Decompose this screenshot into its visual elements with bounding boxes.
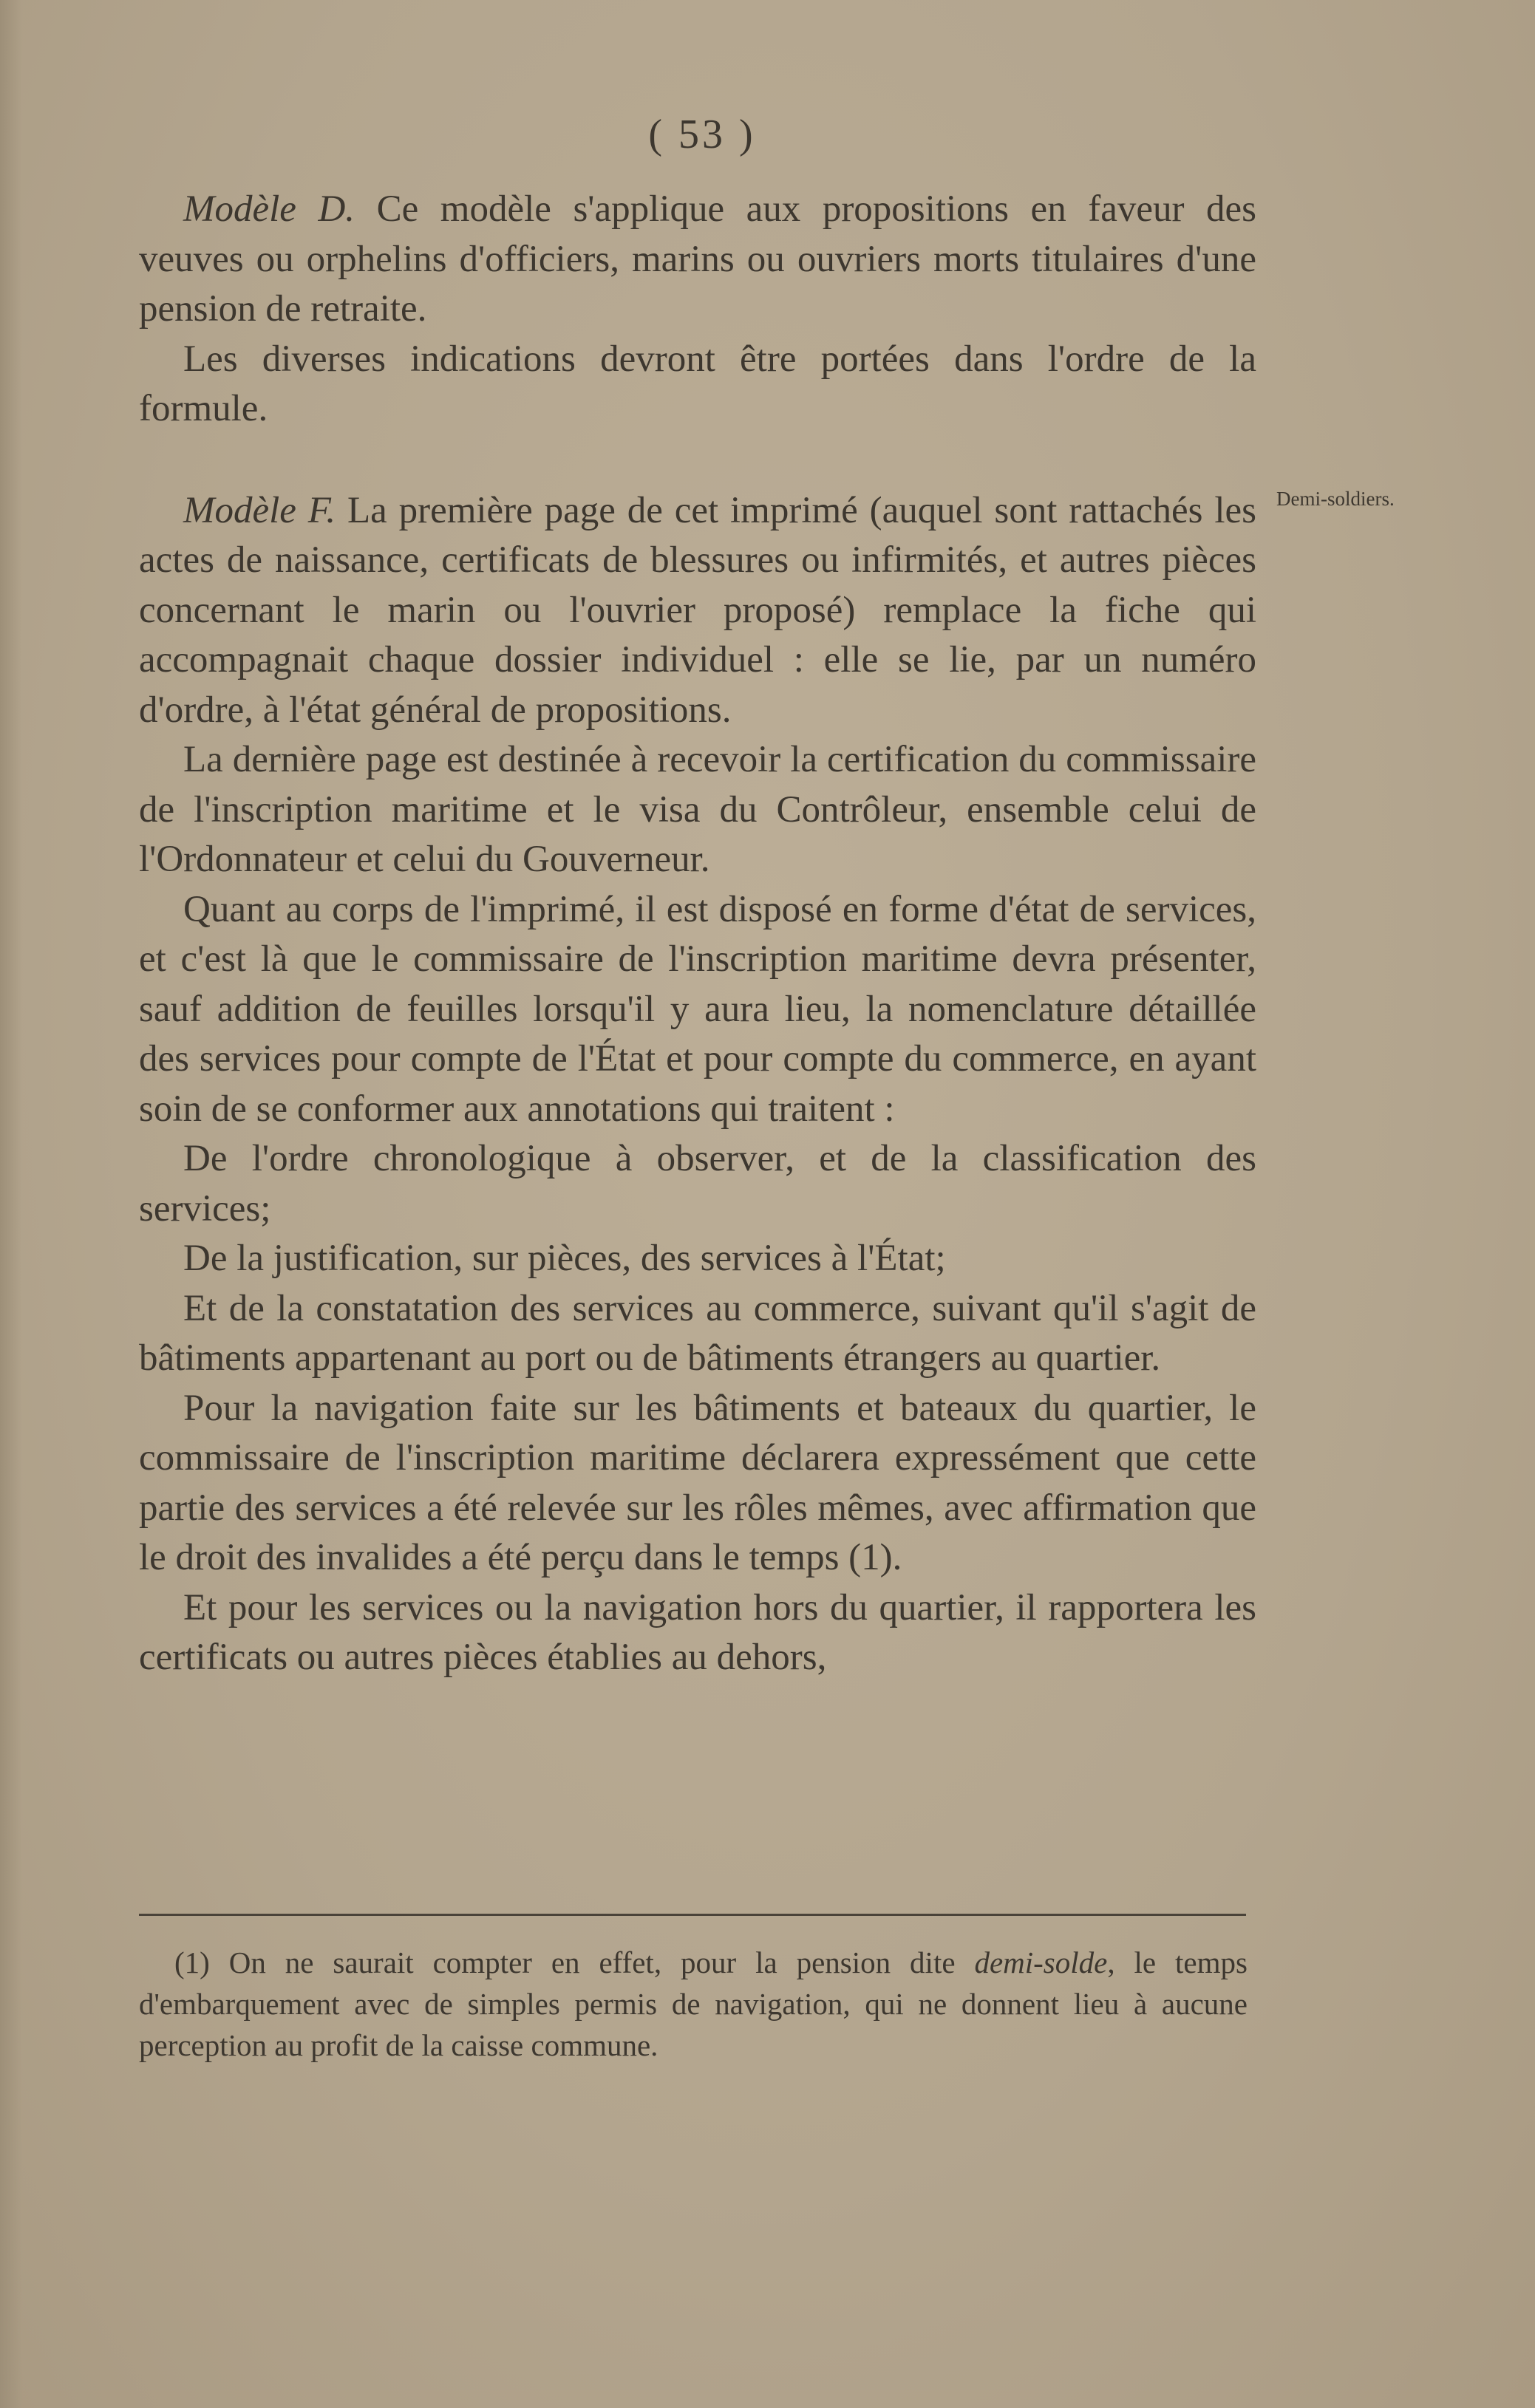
paragraph [139, 335, 1256, 434]
footnote-after: , le temps d'embarquement avec de simples permis de navigation, qui ne donnent lieu à aucune perception au profit de la caisse commune. [139, 1945, 1248, 2062]
paragraph [139, 1583, 1256, 1683]
paragraph-text: Quant au corps de l'imprimé, il est disposé en forme d'état de services, et c'est là que le commissaire de l'inscription maritime devra présenter, sauf addition de feuilles lorsqu'il y aura lieu, la nomenclature détaillée des services pour compte de l'État et pour compte du commerce, en ayant soin de se conformer aux annotations qui traitent : [139, 888, 1256, 1130]
page-edge-shadow [0, 0, 22, 2408]
paragraph [139, 1384, 1256, 1583]
footnote-text [139, 1942, 1248, 2066]
paragraph [139, 1284, 1256, 1384]
paragraph-text: De l'ordre chronologique à observer, et de la classification des services; [139, 1138, 1256, 1229]
paragraph-text: La dernière page est destinée à recevoir la certification du commissaire de l'inscription maritime et le visa du Contrôleur, ensemble celui de l'Ordonnateur et celui du Gouverneur. [139, 739, 1256, 880]
paragraph-text: Pour la navigation faite sur les bâtiments et bateaux du quartier, le commissaire de l'inscription maritime déclarera expressément que cette partie des services a été relevée sur les rôles mêmes, avec affirmation que le droit des invalides a été perçu dans le temps (1). [139, 1387, 1256, 1578]
paragraph-text: Et de la constatation des services au commerce, suivant qu'il s'agit de bâtiments appartenant au port ou de bâtiments étrangers au quartier. [139, 1287, 1256, 1379]
paragraph-text: Les diverses indications devront être portées dans l'ordre de la formule. [139, 338, 1256, 429]
paragraph [139, 885, 1256, 1135]
paragraph [139, 1134, 1256, 1234]
body-text [139, 185, 1256, 1683]
paragraph-text: Ce modèle s'applique aux propositions en faveur des veuves ou orphelins d'officiers, marins ou ouvriers morts titulaires d'une pension de retraite. [139, 188, 1257, 330]
paragraph [139, 1234, 1256, 1284]
paragraph-text: La première page de cet imprimé (auquel sont rattachés les actes de naissance, certificats de blessures ou infirmités, et autres pièces concernant le marin ou l'ouvrier proposé) remplace la fiche qui accompagnait chaque dossier individuel : elle se lie, par un numéro d'ordre, à l'état général de propositions. [139, 489, 1256, 731]
paragraph-lead: Modèle D. [183, 188, 355, 230]
paragraph-modele-d [139, 185, 1256, 335]
footnote-before: (1) On ne saurait compter en effet, pour la pension dite [174, 1945, 975, 1979]
paragraph-lead: Modèle F. [183, 489, 336, 531]
footnote-separator [139, 1914, 1246, 1916]
paragraph-text: Et pour les services ou la navigation hors du quartier, il rapportera les certificats ou autres pièces établies au dehors, [139, 1586, 1256, 1678]
paragraph [139, 735, 1256, 885]
footnote-emphasis: demi-solde [974, 1945, 1108, 1979]
paragraph-modele-f [139, 486, 1256, 736]
margin-note: Demi-soldiers. [1276, 488, 1395, 510]
page-number: ( 53 ) [648, 112, 756, 157]
footnote [139, 1942, 1248, 2066]
paragraph-text: De la justification, sur pièces, des services à l'État; [183, 1238, 946, 1279]
